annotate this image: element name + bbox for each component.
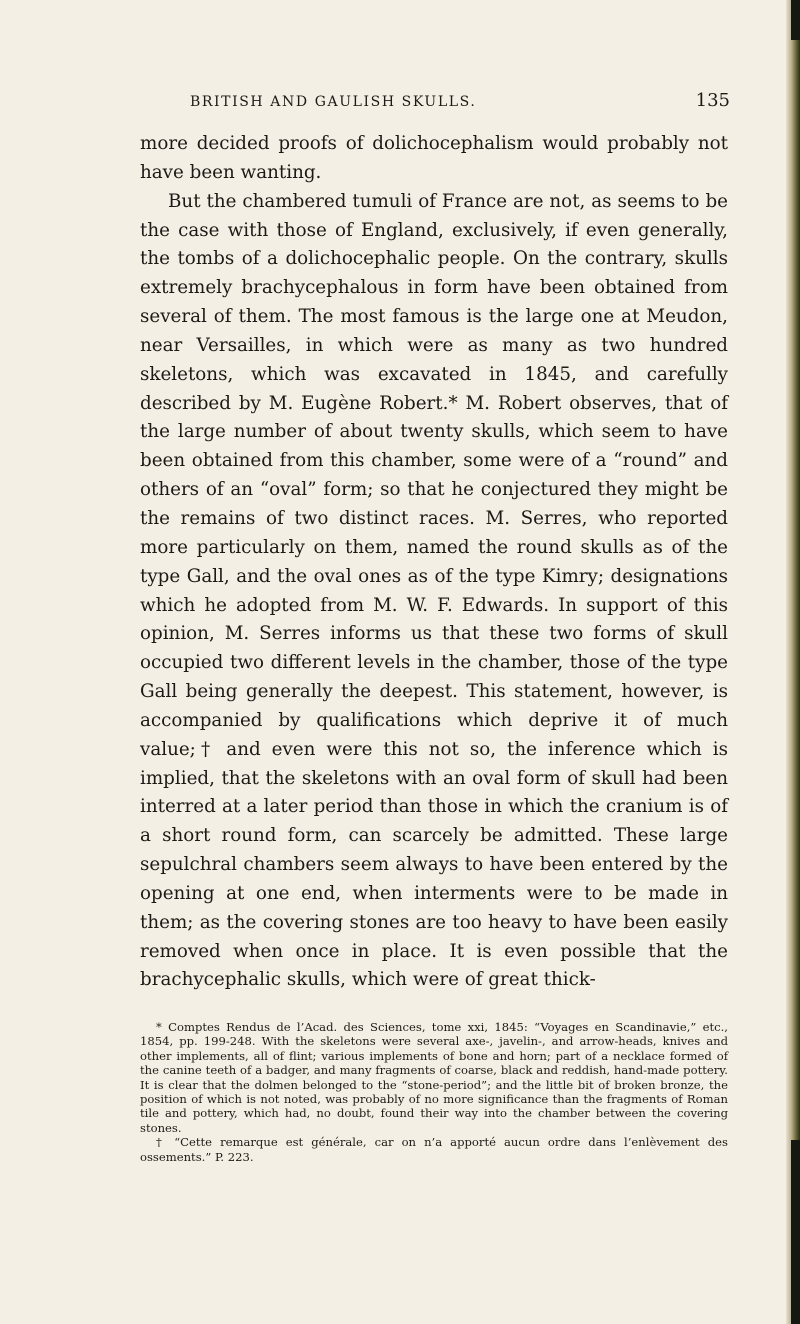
paragraph-continued: more decided proofs of dolichocephalism would probably not have been wanting. [140, 133, 728, 183]
binding-shadow-bottom [791, 1140, 800, 1324]
footnote-asterisk: * Comptes Rendus de l’Acad. des Sciences, tome xxi, 1845: “Voyages en Scandinavie,” etc., 1854, pp. 199-248. With the skeletons were several axe-, javelin-, and arrow-heads, knives and other implements, all of flint; various implements of bone and horn; part of a necklace formed of the canine teeth of a badger, and many fragments of coarse, black and reddish, hand-made pottery. It is clear that the dolmen belonged to the “stone-period”; and the little bit of broken bronze, the position of which is not noted, was probably of no more significance than the fragments of Roman tile and pottery, which had, no doubt, found their way into the chamber between the covering stones. [140, 1020, 728, 1135]
page-binding-edge [786, 0, 800, 1324]
page-number: 135 [695, 90, 730, 111]
page-header [140, 90, 730, 120]
paragraph-main: But the chambered tumuli of France are not, as seems to be the case with those of England, exclusively, if even generally, the tombs of a dolichocephalic people. On the contrary, skulls extremely brachycephalous in form have been obtained from several of them. The most famous is the large one at Meudon, near Versailles, in which were as many as two hundred skeletons, which was excavated in 1845, and carefully described by M. Eugène Robert.* M. Robert observes, that of the large number of about twenty skulls, which seem to have been obtained from this chamber, some were of a “round” and others of an “oval” form; so that he conjectured they might be the remains of two distinct races. M. Serres, who reported more particularly on them, named the round skulls as of the type Gall, and the oval ones as of the type Kimry; designations which he adopted from M. W. F. Edwards. In support of this opinion, M. Serres informs us that these two forms of skull occupied two different levels in the chamber, those of the type Gall being generally the deepest. This statement, however, is accompanied by qualifications which deprive it of much value;† and even were this not so, the inference which is implied, that the skeletons with an oval form of skull had been interred at a later period than those in which the cranium is of a short round form, can scarcely be admitted. These large sepulchral chambers seem always to have been entered by the opening at one end, when interments were to be made in them; as the covering stones are too heavy to have been easily removed when once in place. It is even possible that the brachycephalic skulls, which were of great thick- [140, 190, 728, 991]
running-head: BRITISH AND GAULISH SKULLS. [190, 94, 477, 110]
footnote-dagger: † “Cette remarque est générale, car on n’a apporté aucun ordre dans l’enlèvement des ossements.” P. 223. [140, 1135, 728, 1164]
footnotes [140, 1020, 728, 1164]
binding-shadow-top [791, 0, 800, 40]
body-text [140, 130, 728, 995]
